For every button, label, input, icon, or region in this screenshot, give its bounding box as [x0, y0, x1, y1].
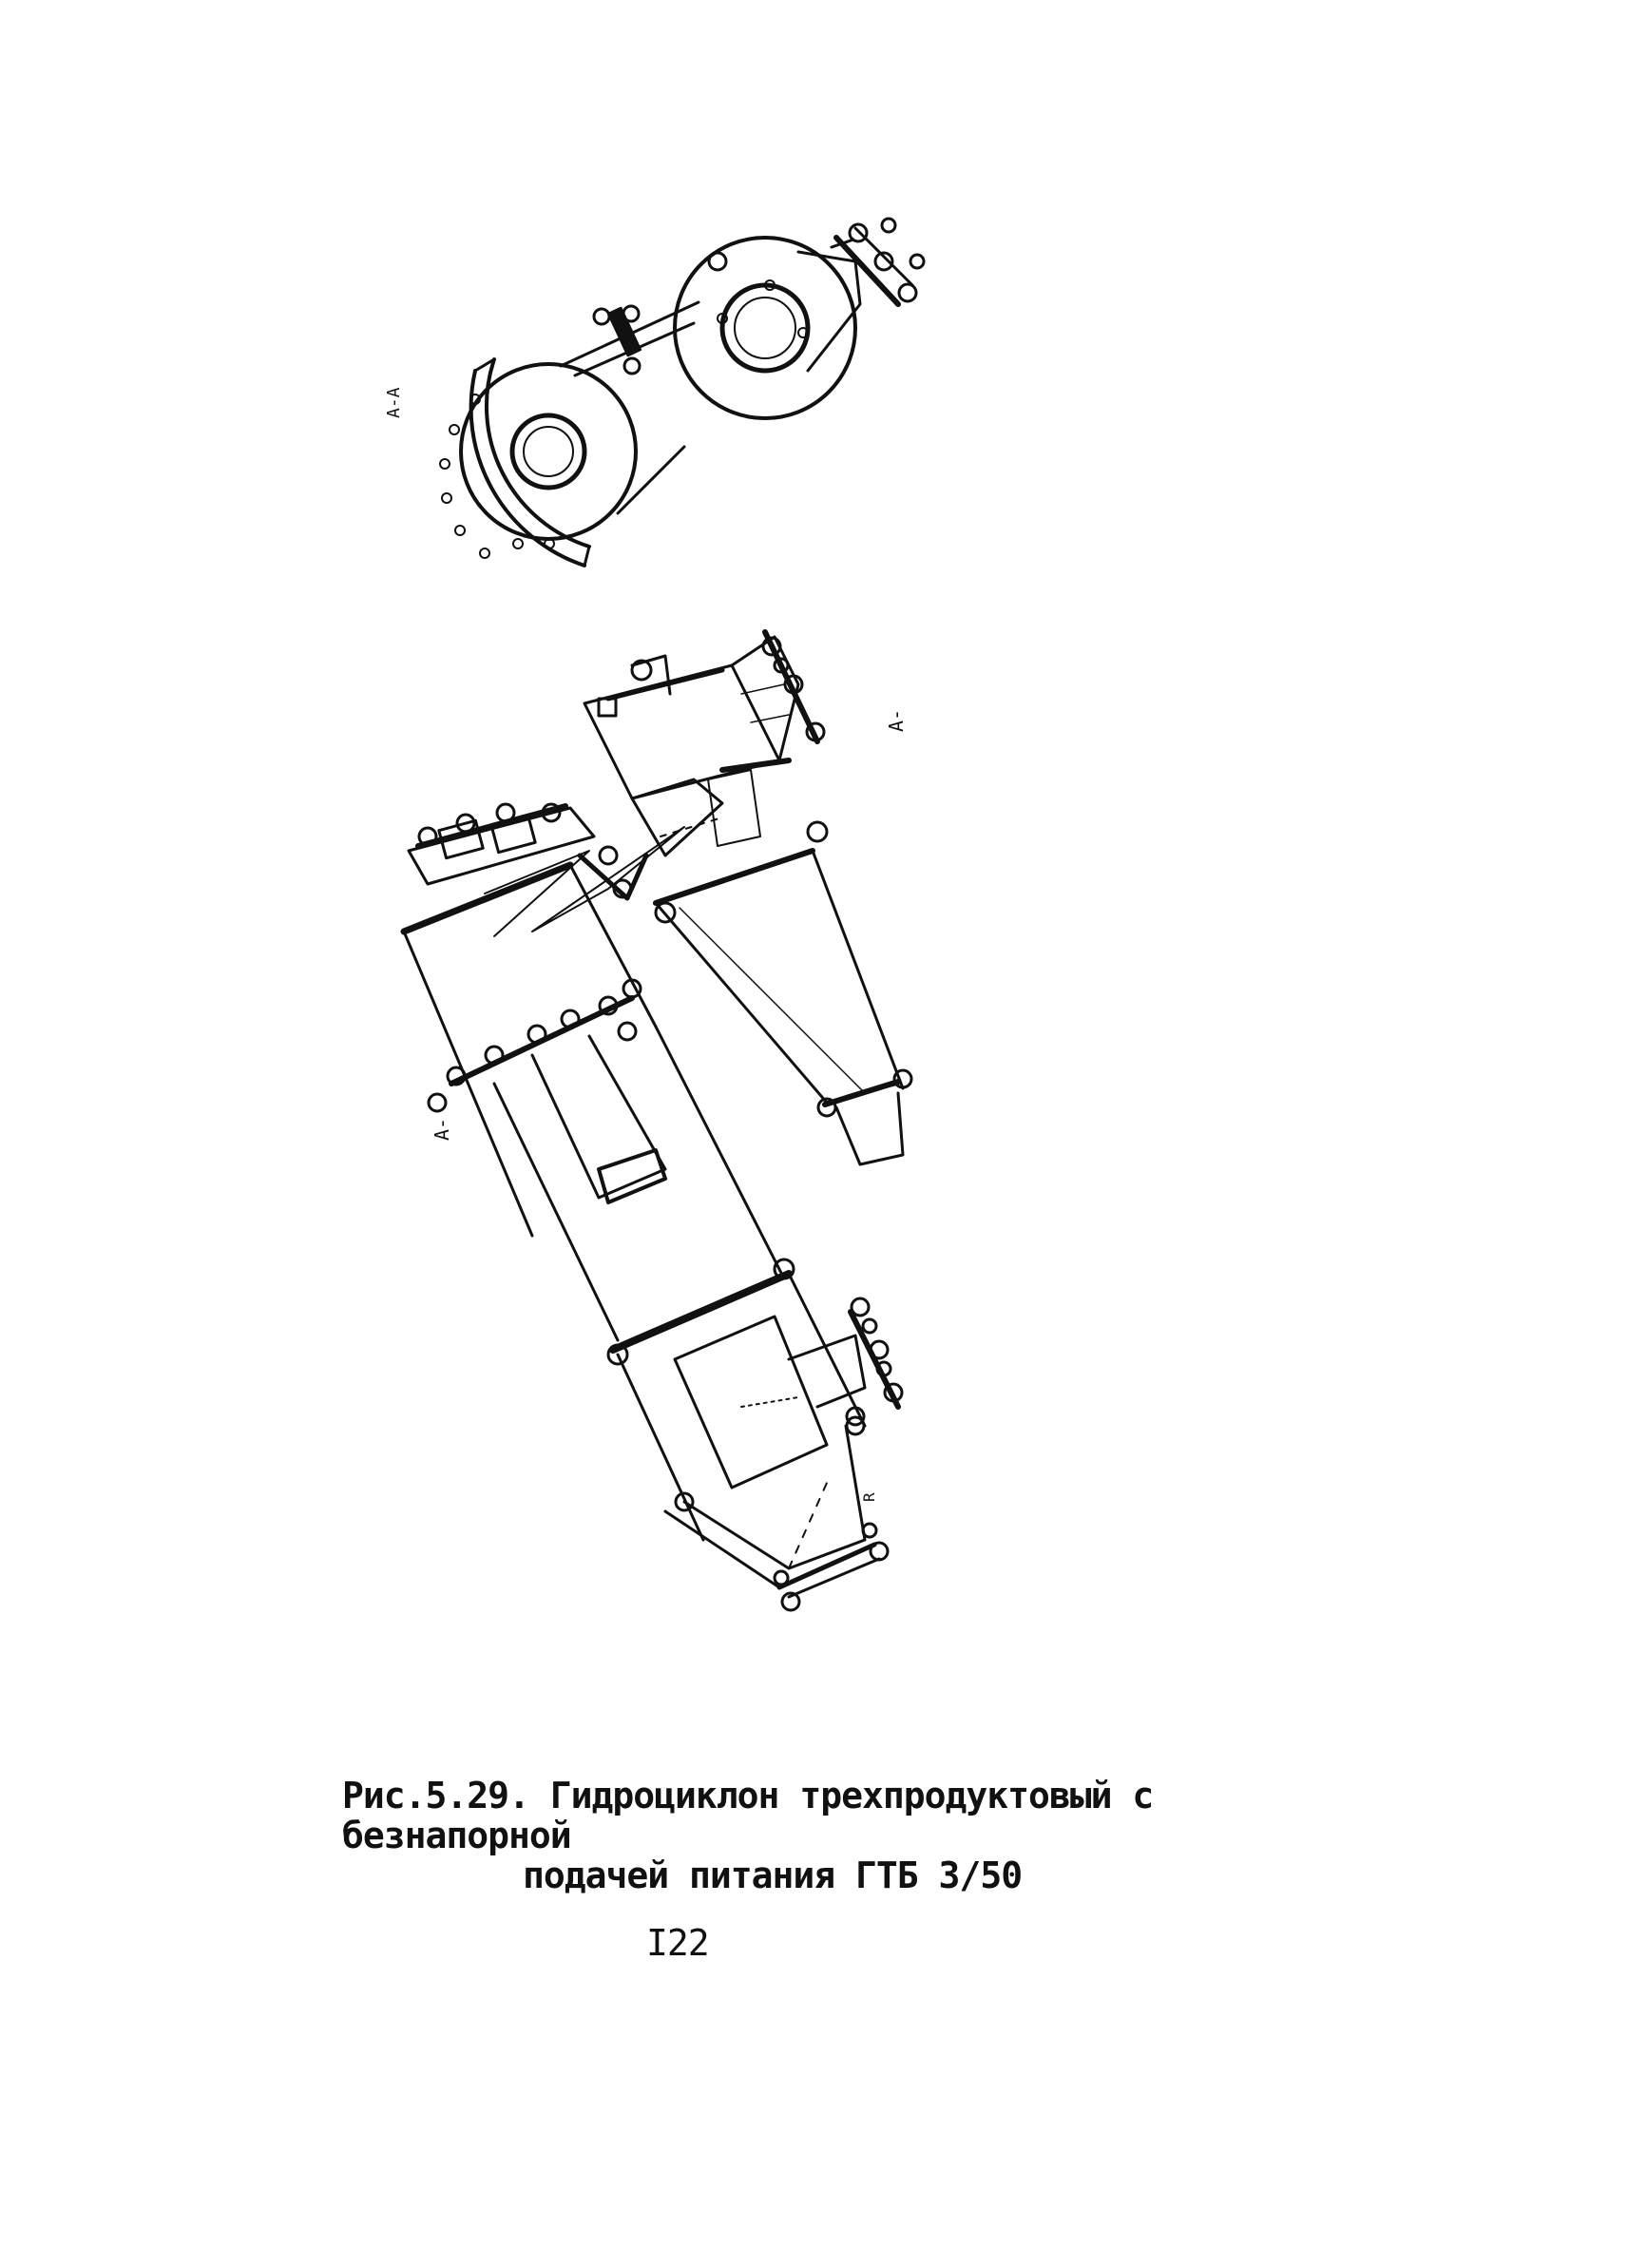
plan-view-section	[384, 219, 924, 566]
svg-text:R: R	[860, 1492, 878, 1502]
caption-line-1: Рис.5.29. Гидроциклон трехпродуктовый с безнапорной	[342, 1775, 1154, 1856]
caption-line-2: подачей питания ГТБ 3/50	[523, 1855, 1023, 1896]
svg-text:A-: A-	[885, 708, 908, 732]
page-number: I22	[646, 1922, 709, 1964]
figure-caption	[342, 1776, 1388, 1895]
svg-text:A-A: A-A	[384, 387, 404, 418]
svg-text:A-: A-	[431, 1117, 453, 1141]
hydrocyclone-assembly	[404, 632, 911, 1610]
